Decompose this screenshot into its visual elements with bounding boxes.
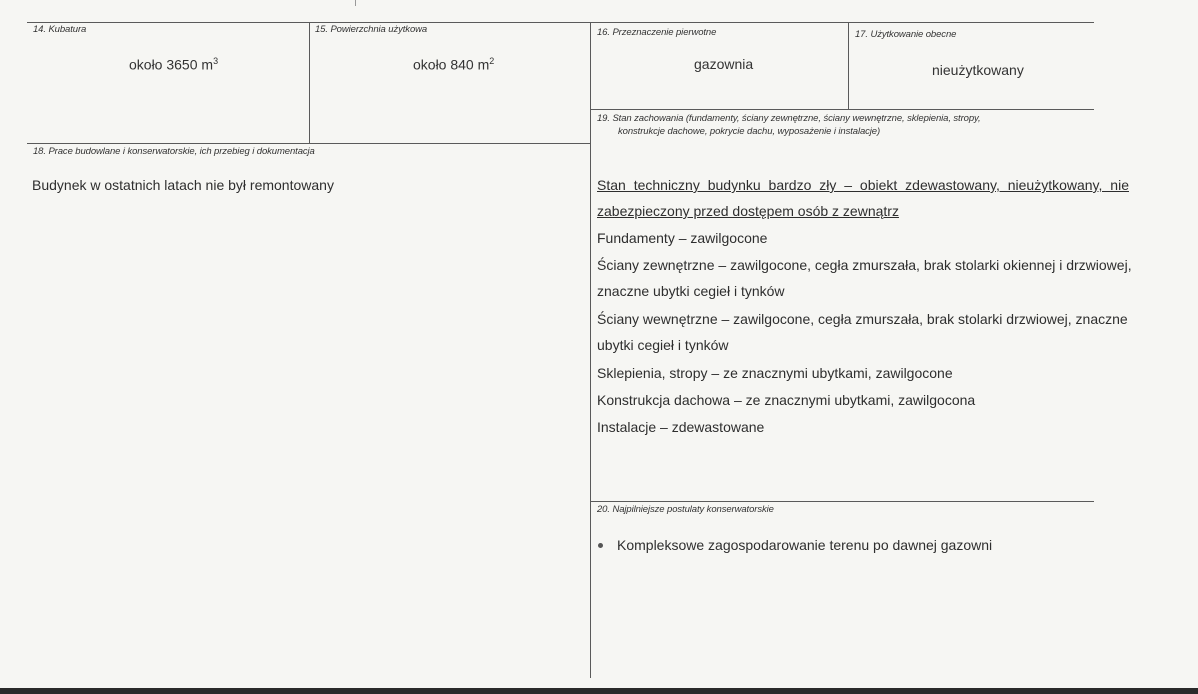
powierzchnia-label: 15. Powierzchnia użytkowa	[315, 24, 428, 35]
row-divider-left	[27, 143, 591, 144]
kubatura-number: około 3650 m	[129, 56, 214, 73]
kubatura-label: 14. Kubatura	[33, 24, 87, 35]
col-divider-3	[848, 22, 849, 109]
uzytkowanie-label: 17. Użytkowanie obecne	[855, 29, 957, 40]
stan-label-line1: 19. Stan zachowania (fundamenty, ściany zewnętrzne, ściany wewnętrzne, sklepienia, stropy,	[597, 113, 981, 124]
stan-label-line2: konstrukcje dachowe, pokrycie dachu, wyposażenie i instalacje)	[618, 126, 881, 137]
stan-line: Sklepienia, stropy – ze znacznymi ubytkami, zawilgocone	[597, 365, 953, 381]
powierzchnia-value	[413, 56, 494, 73]
stan-line: Konstrukcja dachowa – ze znacznymi ubytkami, zawilgocona	[597, 392, 976, 408]
postulaty-item: Kompleksowe zagospodarowanie terenu po dawnej gazowni	[617, 537, 993, 553]
stan-line: Ściany zewnętrzne – zawilgocone, cegła zmurszała, brak stolarki okiennej i drzwiowej,	[597, 257, 1132, 273]
prace-label: 18. Prace budowlane i konserwatorskie, ich przebieg i dokumentacja	[33, 146, 315, 157]
stan-line: Fundamenty – zawilgocone	[597, 230, 768, 246]
col-divider-1	[309, 22, 310, 143]
bullet-icon	[598, 543, 603, 548]
powierzchnia-number: około 840 m	[413, 56, 490, 73]
top-mark	[355, 0, 356, 6]
postulaty-label: 20. Najpilniejsze postulaty konserwatorskie	[597, 504, 774, 515]
kubatura-unit-sup: 3	[213, 56, 219, 66]
stan-line: Ściany wewnętrzne – zawilgocone, cegła zmurszała, brak stolarki drzwiowej, znaczne	[597, 311, 1128, 327]
uzytkowanie-value: nieużytkowany	[932, 62, 1024, 78]
scan-bottom-edge	[0, 688, 1198, 694]
top-border	[27, 22, 1094, 23]
stan-line: ubytki cegieł i tynków	[597, 337, 729, 353]
stan-line: zabezpieczony przed dostępem osób z zewnątrz	[597, 203, 899, 219]
przeznaczenie-value: gazownia	[694, 56, 754, 72]
prace-text: Budynek w ostatnich latach nie był remontowany	[32, 177, 334, 193]
powierzchnia-unit-sup: 2	[489, 56, 495, 66]
przeznaczenie-label: 16. Przeznaczenie pierwotne	[597, 27, 717, 38]
stan-line: Stan techniczny budynku bardzo zły – obiekt zdewastowany, nieużytkowany, nie	[597, 177, 1129, 193]
row-divider-postulaty	[591, 501, 1094, 502]
stan-line: Instalacje – zdewastowane	[597, 419, 765, 435]
stan-line: znaczne ubytki cegieł i tynków	[597, 283, 785, 299]
row-divider-right	[591, 109, 1094, 110]
col-divider-2	[590, 22, 591, 678]
kubatura-value	[129, 56, 218, 73]
